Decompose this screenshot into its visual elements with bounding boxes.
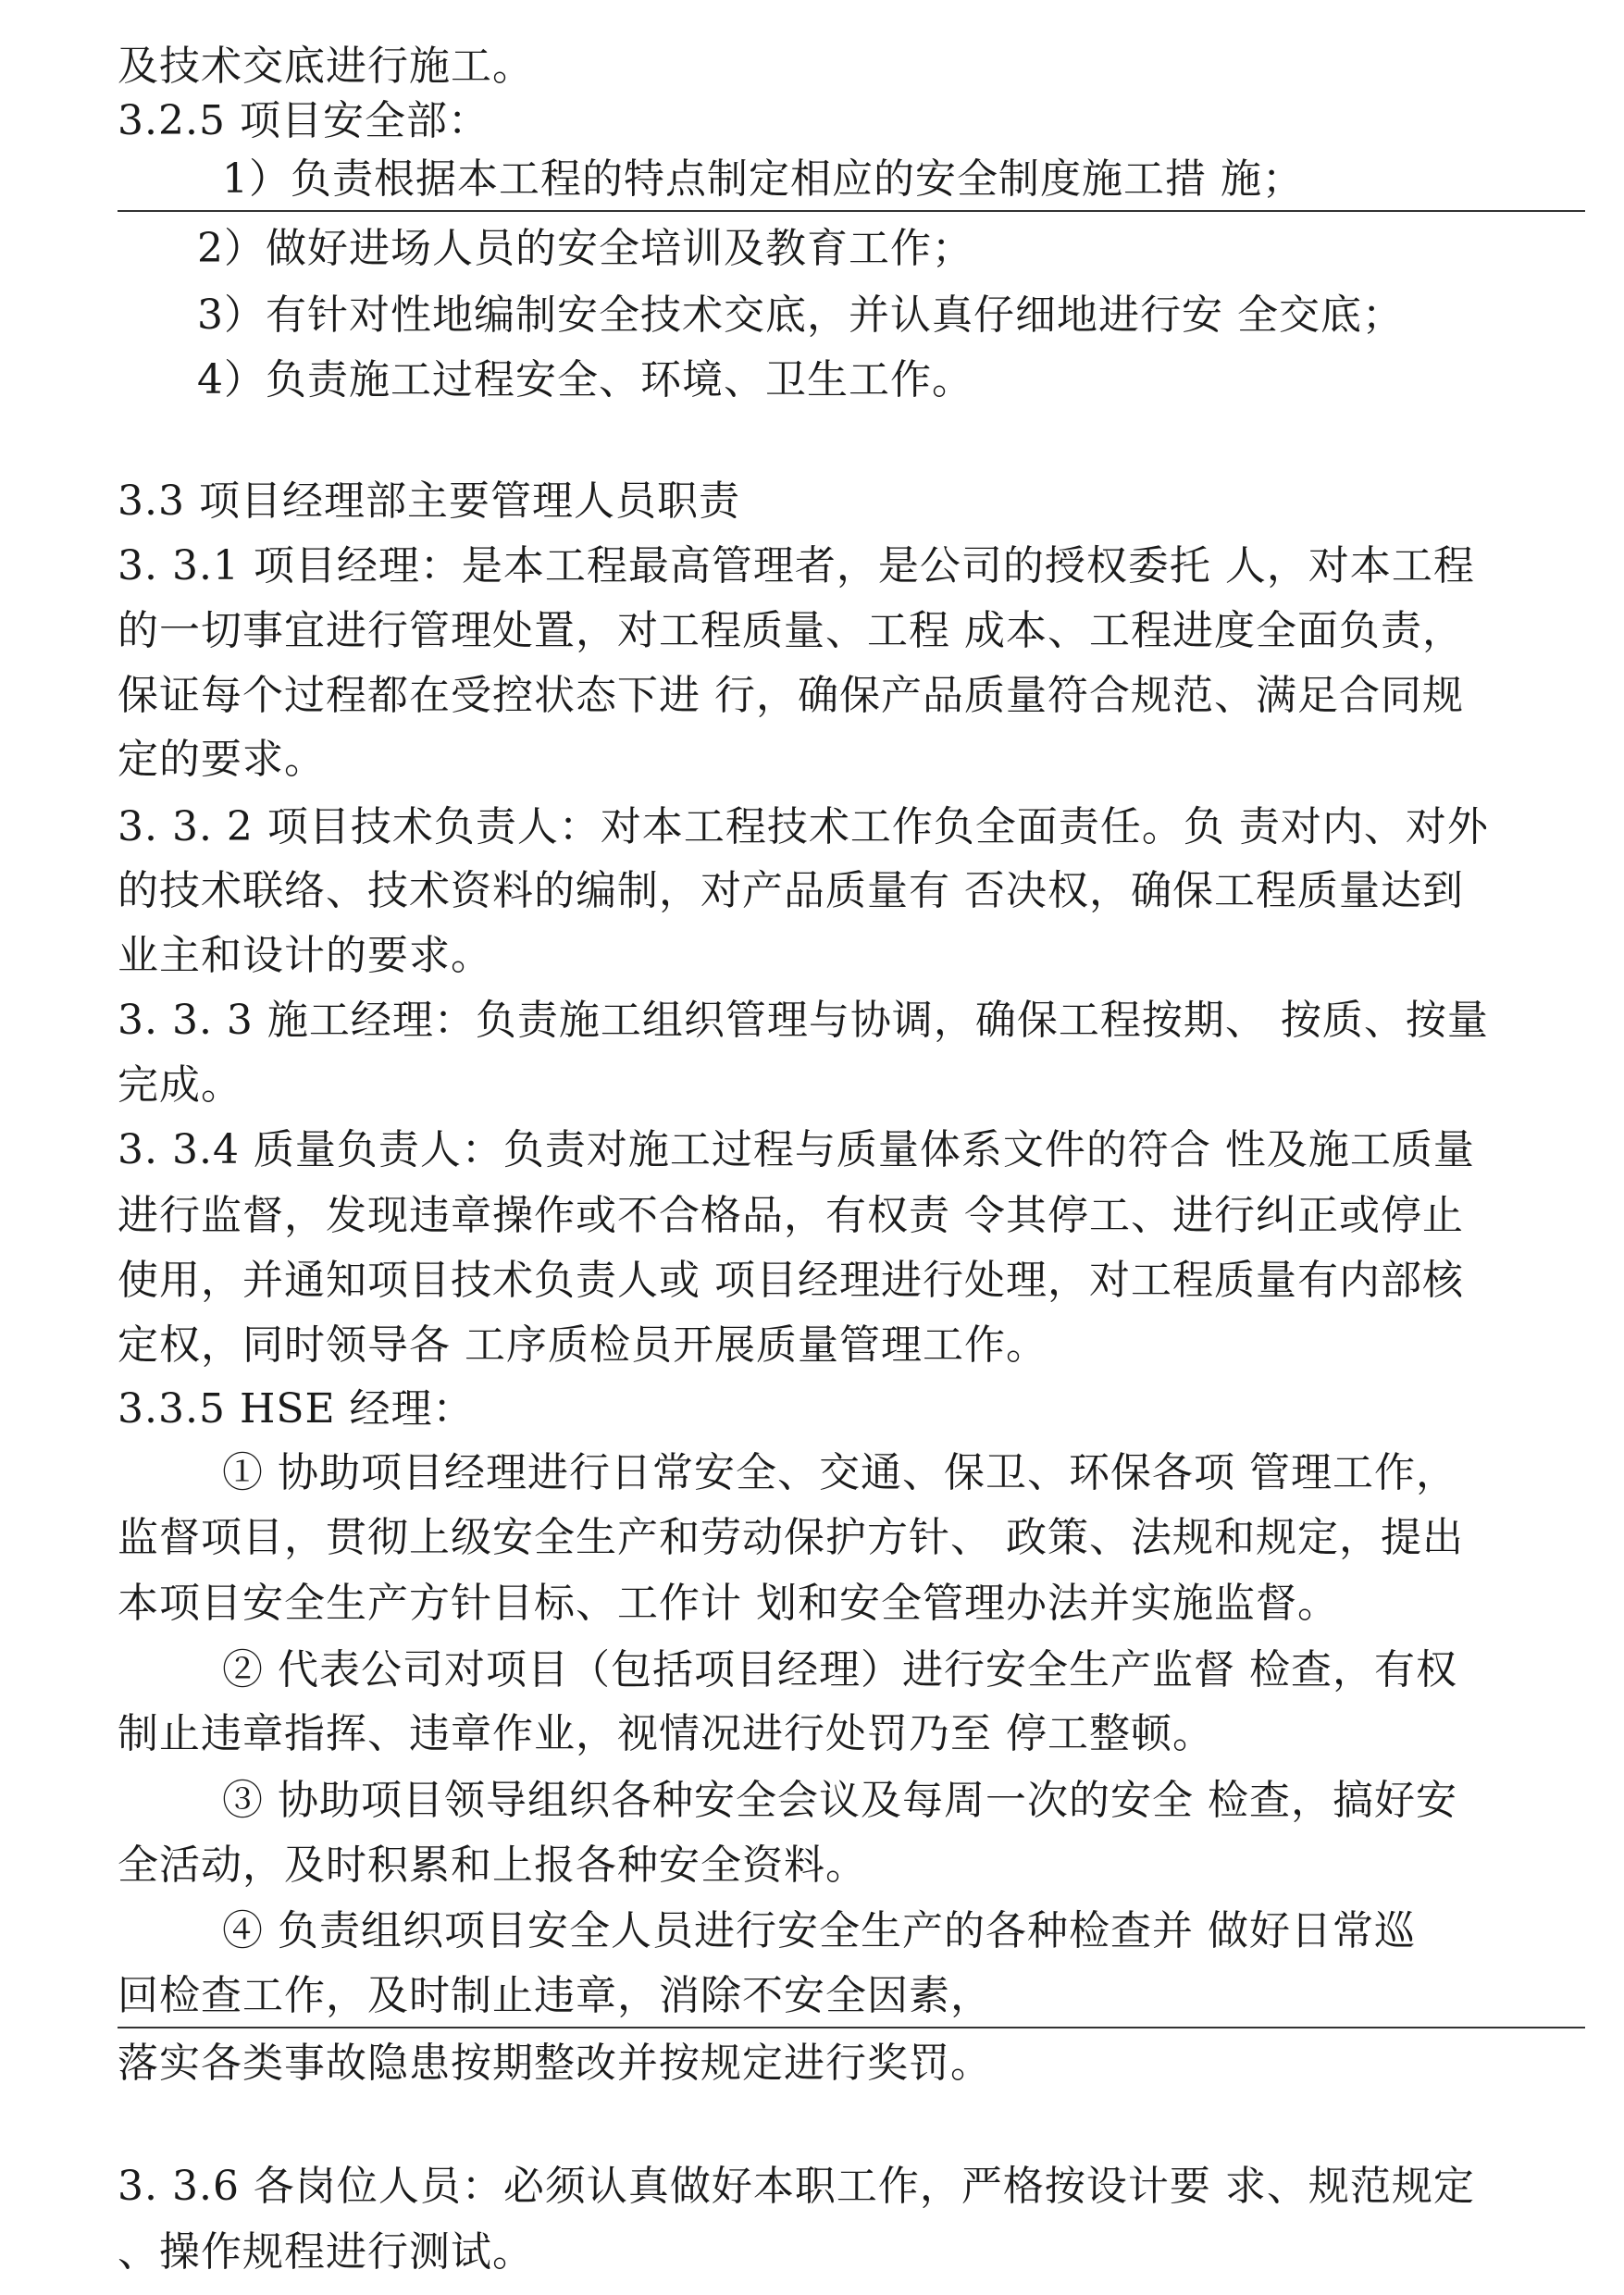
numbered-item: ① 协助项目经理进行日常安全、交通、保卫、环保各项 管理工作， xyxy=(222,1449,1457,1496)
list-item: 3）有针对性地编制安全技术交底，并认真仔细地进行安 全交底； xyxy=(197,292,1404,339)
text-line: 的一切事宜进行管理处置，对工程质量、工程 成本、工程进度全面负责， xyxy=(118,607,1464,654)
numbered-item: ② 代表公司对项目（包括项目经理）进行安全生产监督 检查，有权 xyxy=(222,1646,1457,1693)
text-line: 及技术交底进行施工。 xyxy=(118,43,534,90)
text-line: 使用，并通知项目技术负责人或 项目经理进行处理，对工程质量有内部核 xyxy=(118,1257,1464,1304)
text-line: 3. 3. 3 施工经理：负责施工组织管理与协调，确保工程按期、 按质、按量 xyxy=(118,997,1489,1044)
list-item: 1）负责根据本工程的特点制定相应的安全制度施工措 施； xyxy=(222,155,1304,203)
text-line: 落实各类事故隐患按期整改并按规定进行奖罚。 xyxy=(118,2040,992,2087)
text-line: 回检查工作，及时制止违章，消除不安全因素， xyxy=(118,1972,992,2019)
numbered-item: ④ 负责组织项目安全人员进行安全生产的各种检查并 做好日常巡 xyxy=(222,1907,1416,1954)
text-line: 完成。 xyxy=(118,1061,242,1109)
text-line: 本项目安全生产方针目标、工作计 划和安全管理办法并实施监督。 xyxy=(118,1580,1339,1627)
text-line: 监督项目，贯彻上级安全生产和劳动保护方针、 政策、法规和规定，提出 xyxy=(118,1514,1464,1561)
horizontal-rule xyxy=(118,2027,1585,2028)
text-line: 进行监督，发现违章操作或不合格品，有权责 令其停工、进行纠正或停止 xyxy=(118,1192,1464,1239)
section-heading-3-3-5: 3.3.5 HSE 经理： xyxy=(118,1385,475,1433)
text-line: 3. 3.4 质量负责人：负责对施工过程与质量体系文件的符合 性及施工质量 xyxy=(118,1126,1475,1173)
text-line: 、操作规程进行测试。 xyxy=(118,2228,534,2276)
text-line: 3. 3.1 项目经理：是本工程最高管理者，是公司的授权委托 人，对本工程 xyxy=(118,542,1475,589)
list-item: 4）负责施工过程安全、环境、卫生工作。 xyxy=(197,356,973,403)
text-line: 保证每个过程都在受控状态下进 行，确保产品质量符合规范、满足合同规 xyxy=(118,672,1464,719)
text-line: 全活动，及时积累和上报各种安全资料。 xyxy=(118,1842,867,1889)
list-item: 2）做好进场人员的安全培训及教育工作； xyxy=(197,225,973,272)
numbered-item: ③ 协助项目领导组织各种安全会议及每周一次的安全 检查，搞好安 xyxy=(222,1777,1457,1824)
section-heading-3-2-5: 3.2.5 项目安全部： xyxy=(118,97,490,144)
text-line: 3. 3. 2 项目技术负责人：对本工程技术工作负全面责任。负 责对内、对外 xyxy=(118,803,1489,850)
section-heading-3-3: 3.3 项目经理部主要管理人员职责 xyxy=(118,478,740,525)
text-line: 的技术联络、技术资料的编制，对产品质量有 否决权，确保工程质量达到 xyxy=(118,867,1464,914)
horizontal-rule xyxy=(118,210,1585,212)
text-line: 3. 3.6 各岗位人员：必须认真做好本职工作，严格按设计要 求、规范规定 xyxy=(118,2163,1475,2210)
text-line: 定的要求。 xyxy=(118,736,326,783)
text-line: 制止违章指挥、违章作业，视情况进行处罚乃至 停工整顿。 xyxy=(118,1710,1214,1757)
text-line: 定权，同时领导各 工序质检员开展质量管理工作。 xyxy=(118,1321,1048,1369)
text-line: 业主和设计的要求。 xyxy=(118,932,492,979)
